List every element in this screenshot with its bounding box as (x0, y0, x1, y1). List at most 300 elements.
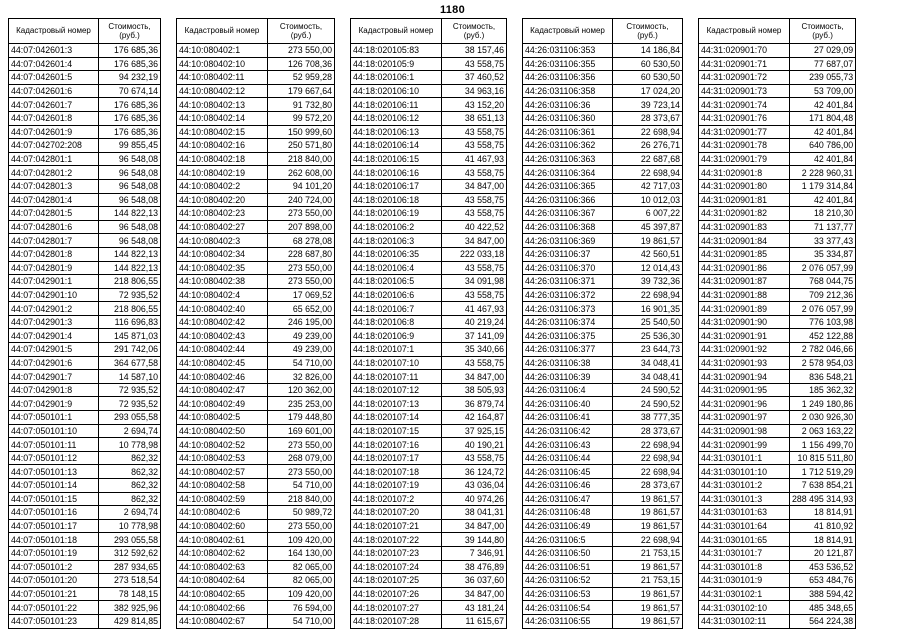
cost-value: 22 687,68 (613, 152, 683, 166)
table-row (699, 479, 856, 493)
table-row (351, 220, 507, 234)
table-row (177, 261, 335, 275)
table-row (177, 519, 335, 533)
cost-value: 34 048,41 (613, 370, 683, 384)
table-row (351, 179, 507, 193)
table-row (177, 152, 335, 166)
cost-value: 564 224,38 (790, 614, 856, 628)
cost-value: 218 840,00 (268, 492, 335, 506)
cost-value: 12 014,43 (613, 261, 683, 275)
cadastral-number: 44:26:031106:52 (523, 574, 613, 588)
cadastral-number: 44:18:020106:17 (351, 179, 442, 193)
table-row (9, 519, 161, 533)
cadastral-number: 44:07:042801:4 (9, 193, 99, 207)
cost-value: 207 898,00 (268, 220, 335, 234)
cost-value: 22 698,94 (613, 533, 683, 547)
table-row (351, 247, 507, 261)
cadastral-number: 44:26:031106:362 (523, 139, 613, 153)
cadastral-number: 44:18:020106:13 (351, 125, 442, 139)
cadastral-number: 44:26:031106:4 (523, 383, 613, 397)
table-row (351, 234, 507, 248)
table-row (523, 560, 683, 574)
cadastral-number: 44:10:080402:43 (177, 329, 268, 343)
cost-value: 43 558,75 (442, 451, 507, 465)
cadastral-number: 44:26:031106:360 (523, 111, 613, 125)
table-row (351, 411, 507, 425)
cost-value: 68 278,08 (268, 234, 335, 248)
table-row (699, 302, 856, 316)
cadastral-number: 44:31:020901:72 (699, 71, 790, 85)
cost-value: 72 935,52 (99, 397, 161, 411)
table-row (351, 397, 507, 411)
table-row (351, 343, 507, 357)
table-row (9, 57, 161, 71)
cost-value: 126 708,36 (268, 57, 335, 71)
cost-value: 43 558,75 (442, 193, 507, 207)
table-row (177, 111, 335, 125)
cost-value: 38 476,89 (442, 560, 507, 574)
cadastral-number: 44:07:042801:9 (9, 261, 99, 275)
cadastral-number: 44:26:031106:42 (523, 424, 613, 438)
table-row (523, 370, 683, 384)
cadastral-number: 44:31:030101:3 (699, 492, 790, 506)
cadastral-number: 44:31:020901:88 (699, 288, 790, 302)
table-row (177, 288, 335, 302)
cost-value: 11 615,67 (442, 614, 507, 628)
table-row (699, 98, 856, 112)
cadastral-number: 44:18:020107:11 (351, 370, 442, 384)
cost-value: 145 871,03 (99, 329, 161, 343)
cadastral-number: 44:26:031106:38 (523, 356, 613, 370)
cost-value: 52 959,28 (268, 71, 335, 85)
cost-table-2 (176, 18, 335, 629)
cadastral-number: 44:26:031106:353 (523, 44, 613, 58)
table-row (177, 179, 335, 193)
cost-value: 36 037,60 (442, 574, 507, 588)
table-row (9, 139, 161, 153)
table-row (523, 84, 683, 98)
cost-value: 453 536,52 (790, 560, 856, 574)
cadastral-number: 44:31:030102:11 (699, 614, 790, 628)
register-tables (8, 18, 856, 629)
cost-value: 43 558,75 (442, 125, 507, 139)
cost-value: 150 999,60 (268, 125, 335, 139)
cadastral-number: 44:10:080402:42 (177, 315, 268, 329)
cost-value: 26 276,71 (613, 139, 683, 153)
table-row (699, 397, 856, 411)
table-row (177, 234, 335, 248)
cadastral-number: 44:18:020106:18 (351, 193, 442, 207)
table-row (177, 98, 335, 112)
cost-value: 40 190,21 (442, 438, 507, 452)
cadastral-number: 44:31:020901:73 (699, 84, 790, 98)
cadastral-number: 44:18:020105:9 (351, 57, 442, 71)
cadastral-number: 44:26:031106:40 (523, 397, 613, 411)
cost-value: 291 742,06 (99, 343, 161, 357)
table-row (351, 166, 507, 180)
table-row (177, 506, 335, 520)
cost-value: 21 753,15 (613, 574, 683, 588)
cadastral-number: 44:18:020106:14 (351, 139, 442, 153)
table-row (699, 546, 856, 560)
cost-value: 43 152,20 (442, 98, 507, 112)
cost-value: 94 232,19 (99, 71, 161, 85)
table-row (351, 479, 507, 493)
cost-value: 19 861,57 (613, 601, 683, 615)
cadastral-number: 44:31:020901:84 (699, 234, 790, 248)
cost-value: 34 847,00 (442, 234, 507, 248)
cost-value: 250 571,80 (268, 139, 335, 153)
table-row (523, 234, 683, 248)
table-row (523, 125, 683, 139)
table-row (351, 587, 507, 601)
cost-value: 17 024,20 (613, 84, 683, 98)
table-row (351, 614, 507, 628)
cost-value: 22 698,94 (613, 451, 683, 465)
table-row (523, 247, 683, 261)
cadastral-number: 44:26:031106:367 (523, 207, 613, 221)
cost-value: 37 925,15 (442, 424, 507, 438)
cadastral-number: 44:18:020106:6 (351, 288, 442, 302)
cadastral-number: 44:07:050101:17 (9, 519, 99, 533)
table-row (699, 111, 856, 125)
cost-value: 239 055,73 (790, 71, 856, 85)
cost-value: 54 710,00 (268, 356, 335, 370)
table-row (177, 411, 335, 425)
cadastral-number: 44:31:020901:99 (699, 438, 790, 452)
table-row (351, 152, 507, 166)
table-row (699, 84, 856, 98)
cost-value: 43 558,75 (442, 57, 507, 71)
cadastral-number: 44:18:020106:4 (351, 261, 442, 275)
table-row (9, 560, 161, 574)
cost-value: 273 550,00 (268, 519, 335, 533)
cost-value: 185 362,32 (790, 383, 856, 397)
cost-value: 71 137,77 (790, 220, 856, 234)
table-row (351, 288, 507, 302)
table-row (699, 601, 856, 615)
cost-value: 39 144,80 (442, 533, 507, 547)
cost-value: 23 644,73 (613, 343, 683, 357)
cadastral-number: 44:10:080402:44 (177, 343, 268, 357)
cost-value: 273 550,00 (268, 44, 335, 58)
cost-value: 76 594,00 (268, 601, 335, 615)
cadastral-number: 44:18:020106:2 (351, 220, 442, 234)
cadastral-number: 44:10:080402:66 (177, 601, 268, 615)
cost-value: 2 578 954,03 (790, 356, 856, 370)
cadastral-number: 44:31:020901:82 (699, 207, 790, 221)
table-row (699, 506, 856, 520)
cost-value: 34 847,00 (442, 587, 507, 601)
table-row (351, 451, 507, 465)
table-row (699, 247, 856, 261)
cadastral-number: 44:18:020107:28 (351, 614, 442, 628)
cadastral-number: 44:10:080402:64 (177, 574, 268, 588)
cadastral-number: 44:18:020106:5 (351, 275, 442, 289)
table-row (523, 111, 683, 125)
table-row (177, 560, 335, 574)
cadastral-number: 44:18:020106:12 (351, 111, 442, 125)
cost-value: 96 548,08 (99, 152, 161, 166)
cadastral-number: 44:26:031106:371 (523, 275, 613, 289)
cadastral-number: 44:10:080402:19 (177, 166, 268, 180)
table-row (523, 343, 683, 357)
cost-value: 293 055,58 (99, 533, 161, 547)
table-row (523, 546, 683, 560)
cadastral-number: 44:26:031106:51 (523, 560, 613, 574)
cadastral-number: 44:10:080402:59 (177, 492, 268, 506)
table-row (177, 71, 335, 85)
cadastral-number: 44:26:031106:53 (523, 587, 613, 601)
cost-value: 10 778,98 (99, 519, 161, 533)
cost-value: 40 422,52 (442, 220, 507, 234)
cadastral-number: 44:07:050101:15 (9, 492, 99, 506)
cadastral-number: 44:07:042601:4 (9, 57, 99, 71)
table-row (9, 533, 161, 547)
table-row (699, 329, 856, 343)
table-row (523, 44, 683, 58)
cost-value: 36 124,72 (442, 465, 507, 479)
table-row (351, 329, 507, 343)
cost-value: 94 101,20 (268, 179, 335, 193)
cost-value: 2 228 960,31 (790, 166, 856, 180)
cost-value: 96 548,08 (99, 179, 161, 193)
table-row (523, 601, 683, 615)
cadastral-number: 44:07:050101:22 (9, 601, 99, 615)
table-row (699, 261, 856, 275)
cost-value: 14 587,10 (99, 370, 161, 384)
table-row (523, 193, 683, 207)
table-row (523, 288, 683, 302)
cost-value: 50 989,72 (268, 506, 335, 520)
table-row (9, 98, 161, 112)
cost-value: 485 348,65 (790, 601, 856, 615)
table-row (351, 44, 507, 58)
cadastral-number: 44:26:031106:41 (523, 411, 613, 425)
cost-value: 364 677,58 (99, 356, 161, 370)
cadastral-number: 44:07:042901:7 (9, 370, 99, 384)
table-row (9, 288, 161, 302)
table-row (9, 302, 161, 316)
table-row (351, 125, 507, 139)
cadastral-number: 44:10:080402:4 (177, 288, 268, 302)
cost-value: 7 638 854,21 (790, 479, 856, 493)
table-row (523, 614, 683, 628)
table-row (177, 247, 335, 261)
table-row (177, 207, 335, 221)
cadastral-number: 44:18:020106:35 (351, 247, 442, 261)
cost-value: 24 590,52 (613, 397, 683, 411)
table-row (699, 275, 856, 289)
table-row (177, 275, 335, 289)
cost-value: 72 935,52 (99, 383, 161, 397)
cost-value: 144 822,13 (99, 261, 161, 275)
table-row (699, 519, 856, 533)
cadastral-number: 44:07:042901:1 (9, 275, 99, 289)
table-row (351, 356, 507, 370)
table-row (699, 424, 856, 438)
cost-value: 862,32 (99, 465, 161, 479)
cost-value: 54 710,00 (268, 614, 335, 628)
cost-value: 176 685,36 (99, 44, 161, 58)
cadastral-number: 44:26:031106:5 (523, 533, 613, 547)
cadastral-number: 44:07:050101:19 (9, 546, 99, 560)
cadastral-number: 44:10:080402:63 (177, 560, 268, 574)
cost-value: 10 815 511,80 (790, 451, 856, 465)
table-row (9, 275, 161, 289)
cadastral-number: 44:10:080402:27 (177, 220, 268, 234)
cost-value: 7 346,91 (442, 546, 507, 560)
cadastral-number: 44:26:031106:377 (523, 343, 613, 357)
table-row (699, 560, 856, 574)
cost-value: 22 698,94 (613, 125, 683, 139)
cost-value: 91 732,80 (268, 98, 335, 112)
cadastral-number: 44:07:050101:10 (9, 424, 99, 438)
cadastral-number: 44:31:030101:2 (699, 479, 790, 493)
cost-value: 273 550,00 (268, 465, 335, 479)
cadastral-number: 44:31:020901:95 (699, 383, 790, 397)
cadastral-number: 44:07:050101:16 (9, 506, 99, 520)
table-row (523, 438, 683, 452)
cadastral-number: 44:31:020901:96 (699, 397, 790, 411)
cadastral-number: 44:31:020901:81 (699, 193, 790, 207)
cost-value: 640 786,00 (790, 139, 856, 153)
cost-value: 176 685,36 (99, 125, 161, 139)
cadastral-number: 44:26:031106:358 (523, 84, 613, 98)
cadastral-number: 44:31:020901:85 (699, 247, 790, 261)
table-row (9, 383, 161, 397)
cadastral-number: 44:18:020106:7 (351, 302, 442, 316)
cost-value: 22 698,94 (613, 288, 683, 302)
table-row (177, 492, 335, 506)
cost-value: 45 397,87 (613, 220, 683, 234)
table-row (351, 57, 507, 71)
cadastral-number: 44:26:031106:363 (523, 152, 613, 166)
cost-value: 41 467,93 (442, 302, 507, 316)
cost-value: 39 732,36 (613, 275, 683, 289)
table-row (523, 451, 683, 465)
cadastral-number: 44:26:031106:48 (523, 506, 613, 520)
cost-value: 42 401,84 (790, 193, 856, 207)
table-row (9, 479, 161, 493)
cost-value: 54 710,00 (268, 479, 335, 493)
cost-table-5 (698, 18, 856, 629)
cost-value: 43 558,75 (442, 207, 507, 221)
table-row (351, 71, 507, 85)
table-row (523, 139, 683, 153)
cadastral-number: 44:26:031106:365 (523, 179, 613, 193)
cost-value: 109 420,00 (268, 533, 335, 547)
cost-value: 96 548,08 (99, 234, 161, 248)
cost-value: 43 558,75 (442, 261, 507, 275)
cadastral-number: 44:31:030101:1 (699, 451, 790, 465)
table-row (523, 57, 683, 71)
cadastral-number: 44:18:020106:8 (351, 315, 442, 329)
cadastral-number: 44:10:080402:12 (177, 84, 268, 98)
table-row (9, 179, 161, 193)
cost-value: 1 179 314,84 (790, 179, 856, 193)
cost-value: 312 592,62 (99, 546, 161, 560)
cost-value: 37 141,09 (442, 329, 507, 343)
cadastral-number: 44:18:020107:18 (351, 465, 442, 479)
cadastral-number: 44:26:031106:356 (523, 71, 613, 85)
cost-value: 41 467,93 (442, 152, 507, 166)
cost-value: 709 212,36 (790, 288, 856, 302)
cadastral-number: 44:10:080402:57 (177, 465, 268, 479)
table-row (351, 111, 507, 125)
table-row (177, 139, 335, 153)
cost-value: 72 935,52 (99, 288, 161, 302)
cadastral-number: 44:07:042801:2 (9, 166, 99, 180)
cost-value: 218 806,55 (99, 275, 161, 289)
table-row (9, 574, 161, 588)
table-row (351, 261, 507, 275)
cost-table-4 (522, 18, 683, 629)
cost-header: Стоимость, (руб.) (790, 19, 856, 44)
cadastral-number: 44:07:050101:2 (9, 560, 99, 574)
cost-value: 268 079,00 (268, 451, 335, 465)
cost-value: 218 840,00 (268, 152, 335, 166)
table-row (9, 397, 161, 411)
table-row (699, 57, 856, 71)
cost-value: 388 594,42 (790, 587, 856, 601)
table-row (523, 397, 683, 411)
table-row (523, 179, 683, 193)
table-row (699, 356, 856, 370)
cost-value: 19 861,57 (613, 614, 683, 628)
cost-value: 836 548,21 (790, 370, 856, 384)
cadastral-number: 44:18:020107:16 (351, 438, 442, 452)
table-row (523, 220, 683, 234)
cost-value: 10 778,98 (99, 438, 161, 452)
table-row (699, 343, 856, 357)
table-row (177, 574, 335, 588)
table-row (177, 479, 335, 493)
cost-value: 273 550,00 (268, 261, 335, 275)
table-header-row (351, 19, 507, 44)
table-row (523, 465, 683, 479)
cadastral-number-header: Кадастровый номер (699, 19, 790, 44)
cost-value: 273 518,54 (99, 574, 161, 588)
cadastral-number: 44:31:020901:92 (699, 343, 790, 357)
table-row (177, 302, 335, 316)
cadastral-number: 44:10:080402:50 (177, 424, 268, 438)
cadastral-number: 44:10:080402:34 (177, 247, 268, 261)
cost-header: Стоимость, (руб.) (268, 19, 335, 44)
cadastral-number: 44:10:080402:16 (177, 139, 268, 153)
cadastral-number: 44:07:042901:8 (9, 383, 99, 397)
cadastral-number: 44:10:080402:10 (177, 57, 268, 71)
table-row (177, 220, 335, 234)
cost-value: 776 103,98 (790, 315, 856, 329)
table-row (9, 370, 161, 384)
cadastral-number: 44:18:020106:15 (351, 152, 442, 166)
cadastral-number: 44:07:050101:20 (9, 574, 99, 588)
cost-value: 77 687,07 (790, 57, 856, 71)
table-row (9, 247, 161, 261)
cost-value: 25 536,30 (613, 329, 683, 343)
cadastral-number: 44:18:020107:17 (351, 451, 442, 465)
cost-value: 49 239,00 (268, 329, 335, 343)
cadastral-number: 44:18:020107:10 (351, 356, 442, 370)
table-row (177, 57, 335, 71)
cadastral-number: 44:10:080402:11 (177, 71, 268, 85)
cadastral-number: 44:31:030101:7 (699, 546, 790, 560)
table-row (699, 207, 856, 221)
table-row (9, 424, 161, 438)
cadastral-number: 44:26:031106:373 (523, 302, 613, 316)
cost-value: 32 826,00 (268, 370, 335, 384)
